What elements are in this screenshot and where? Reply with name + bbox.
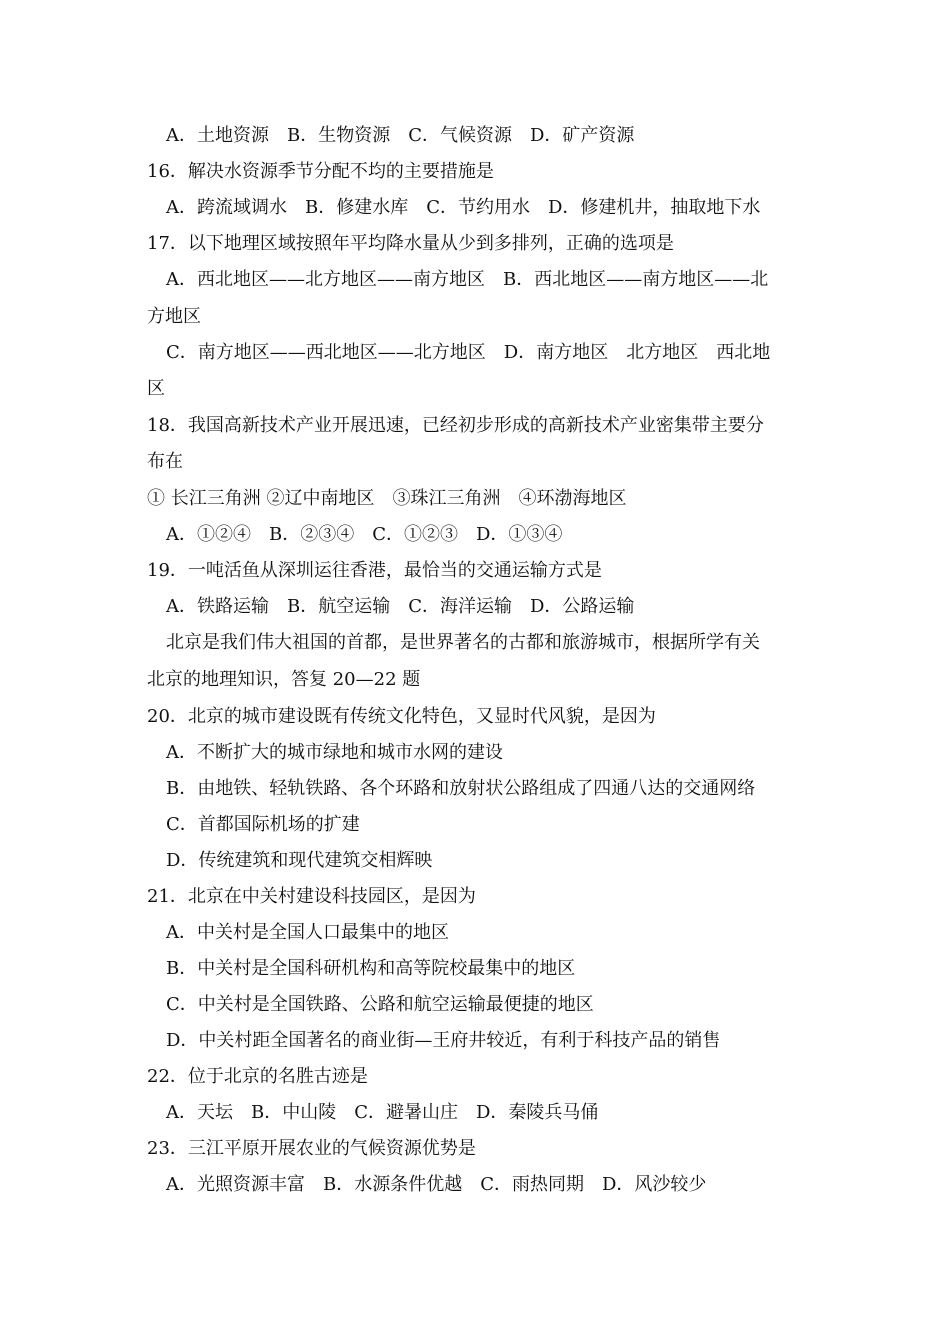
option-20d: D．传统建筑和现代建筑交相辉映 <box>166 850 433 871</box>
option-21d: D．中关村距全国著名的商业街—王府井较近，有利于科技产品的销售 <box>166 1030 721 1051</box>
option-20b: B．由地铁、轻轨铁路、各个环路和放射状公路组成了四通八达的交通网络 <box>166 778 756 799</box>
passage-beijing: 北京是我们伟大祖国的首都，是世界著名的古都和旅游城市，根据所学有关 <box>166 632 760 653</box>
option-20c: C．首都国际机场的扩建 <box>166 814 360 835</box>
answer-options-q18: A．①②④ B．②③④ C．①②③ D．①③④ <box>166 524 563 545</box>
answer-options-q16: A．跨流域调水 B．修建水库 C．节约用水 D．修建机井，抽取地下水 <box>166 197 761 218</box>
answer-options-q17-ab-cont: 方地区 <box>147 306 201 327</box>
question-18: 18．我国高新技术产业开展迅速，已经初步形成的高新技术产业密集带主要分 <box>147 415 764 436</box>
answer-options-q22: A．天坛 B．中山陵 C．避暑山庄 D．秦陵兵马俑 <box>166 1102 599 1123</box>
option-20a: A．不断扩大的城市绿地和城市水网的建设 <box>166 742 503 763</box>
question-21: 21．北京在中关村建设科技园区，是因为 <box>147 886 476 907</box>
question-16: 16．解决水资源季节分配不均的主要措施是 <box>147 161 494 182</box>
question-22: 22．位于北京的名胜古迹是 <box>147 1066 368 1087</box>
answer-options-q17-cd-cont: 区 <box>147 378 165 399</box>
question-18-items: ① 长江三角洲 ②辽中南地区 ③珠江三角洲 ④环渤海地区 <box>147 488 627 509</box>
answer-options-q15: A．土地资源 B．生物资源 C．气候资源 D．矿产资源 <box>166 125 635 146</box>
question-20: 20．北京的城市建设既有传统文化特色，又显时代风貌，是因为 <box>147 706 656 727</box>
option-21c: C．中关村是全国铁路、公路和航空运输最便捷的地区 <box>166 994 594 1015</box>
option-21a: A．中关村是全国人口最集中的地区 <box>166 922 449 943</box>
answer-options-q23: A．光照资源丰富 B．水源条件优越 C．雨热同期 D．风沙较少 <box>166 1174 707 1195</box>
option-21b: B．中关村是全国科研机构和高等院校最集中的地区 <box>166 958 576 979</box>
question-19: 19．一吨活鱼从深圳运往香港，最恰当的交通运输方式是 <box>147 560 602 581</box>
question-23: 23．三江平原开展农业的气候资源优势是 <box>147 1138 476 1159</box>
answer-options-q17-cd: C．南方地区——西北地区——北方地区 D．南方地区 北方地区 西北地 <box>166 342 771 363</box>
answer-options-q19: A．铁路运输 B．航空运输 C．海洋运输 D．公路运输 <box>166 596 635 617</box>
passage-beijing-cont: 北京的地理知识，答复 20—22 题 <box>147 669 421 690</box>
question-17: 17．以下地理区域按照年平均降水量从少到多排列，正确的选项是 <box>147 233 674 254</box>
question-18-cont: 布在 <box>147 451 183 472</box>
answer-options-q17-ab: A．西北地区——北方地区——南方地区 B．西北地区——南方地区——北 <box>166 269 769 290</box>
